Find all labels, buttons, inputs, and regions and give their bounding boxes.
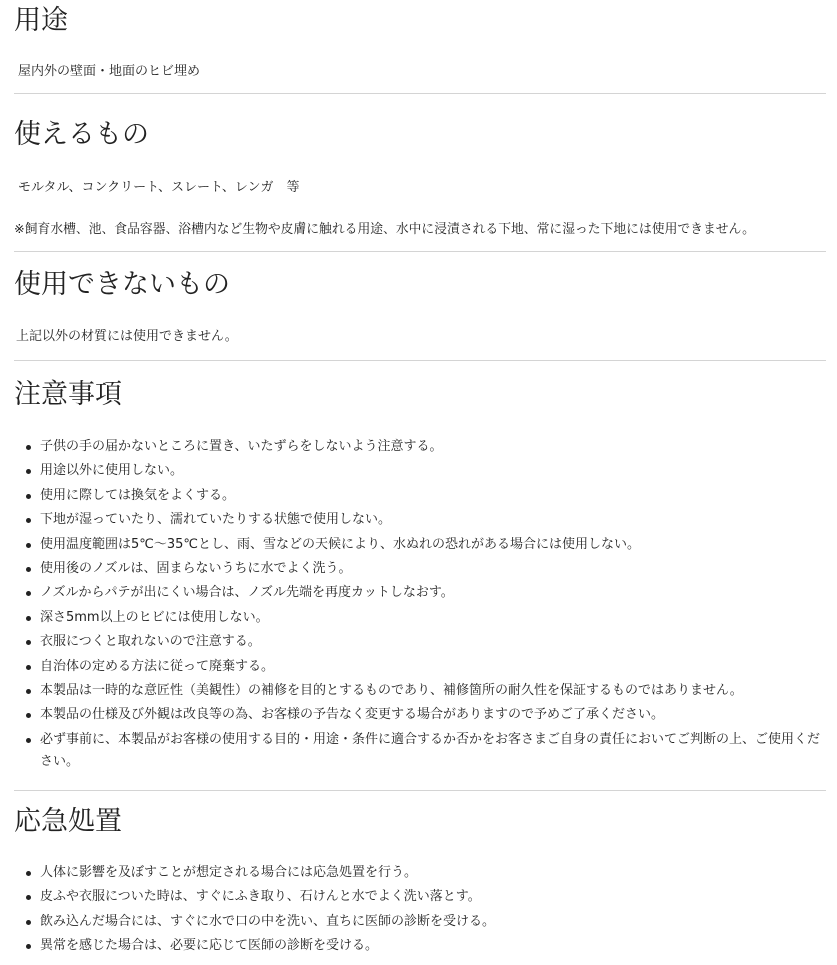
- list-item: 子供の手の届かないところに置き、いたずらをしないよう注意する。: [14, 435, 826, 459]
- unusable-text: 上記以外の材質には使用できません。: [16, 329, 238, 344]
- list-item: 人体に影響を及ぼすことが想定される場合には応急処置を行う。: [14, 861, 826, 885]
- list-item: 用途以外に使用しない。: [14, 459, 826, 483]
- divider: [14, 360, 826, 361]
- cautions-list-block: [14, 435, 826, 774]
- usable-text: モルタル、コンクリート、スレート、レンガ 等: [18, 180, 300, 195]
- list-item: 本製品の仕様及び外観は改良等の為、お客様の予告なく変更する場合がありますので予めご了承ください。: [14, 703, 826, 727]
- first-aid-list: [14, 861, 826, 959]
- divider: [14, 93, 826, 94]
- section-cautions: [14, 378, 826, 412]
- unusable-text-block: [16, 328, 828, 346]
- heading-unusable: 使用できないもの: [14, 269, 230, 300]
- first-aid-list-block: [14, 861, 826, 959]
- heading-usable: 使えるもの: [14, 119, 149, 150]
- list-item: 自治体の定める方法に従って廃棄する。: [14, 655, 826, 679]
- list-item: 下地が湿っていたり、濡れていたりする状態で使用しない。: [14, 508, 826, 532]
- divider: [14, 251, 826, 252]
- list-item: 飲み込んだ場合には、すぐに水で口の中を洗い、直ちに医師の診断を受ける。: [14, 910, 826, 934]
- list-item: 皮ふや衣服についた時は、すぐにふき取り、石けんと水でよく洗い落とす。: [14, 885, 826, 909]
- usage-text: 屋内外の壁面・地面のヒビ埋め: [18, 64, 201, 79]
- usage-text-block: [18, 63, 830, 81]
- list-item: 使用後のノズルは、固まらないうちに水でよく洗う。: [14, 557, 826, 581]
- list-item: ノズルからパテが出にくい場合は、ノズル先端を再度カットしなおす。: [14, 581, 826, 605]
- heading-first-aid: 応急処置: [14, 806, 122, 837]
- list-item: 異常を感じた場合は、必要に応じて医師の診断を受ける。: [14, 934, 826, 958]
- list-item: 使用温度範囲は5℃～35℃とし、雨、雪などの天候により、水ぬれの恐れがある場合には使用しない。: [14, 533, 826, 557]
- usable-text-block: [18, 179, 830, 197]
- section-usage: [14, 4, 826, 38]
- heading-cautions: 注意事項: [14, 379, 122, 410]
- section-usable: [14, 118, 826, 152]
- list-item: 深さ5mm以上のヒビには使用しない。: [14, 606, 826, 630]
- list-item: 本製品は一時的な意匠性（美観性）の補修を目的とするものであり、補修箇所の耐久性を保証するものではありません。: [14, 679, 826, 703]
- heading-usage: 用途: [14, 5, 68, 36]
- list-item: 使用に際しては換気をよくする。: [14, 484, 826, 508]
- section-first-aid: [14, 805, 826, 839]
- section-unusable: [14, 268, 826, 302]
- list-item: 必ず事前に、本製品がお客様の使用する目的・用途・条件に適合するか否かをお客さまご自身の責任においてご判断の上、ご使用ください。: [14, 728, 825, 774]
- usable-note-block: [14, 221, 826, 239]
- cautions-list: [14, 435, 826, 774]
- usable-note: ※飼育水槽、池、食品容器、浴槽内など生物や皮膚に触れる用途、水中に浸漬される下地、常に湿った下地には使用できません。: [14, 222, 755, 237]
- list-item: 衣服につくと取れないので注意する。: [14, 630, 826, 654]
- divider: [14, 790, 826, 791]
